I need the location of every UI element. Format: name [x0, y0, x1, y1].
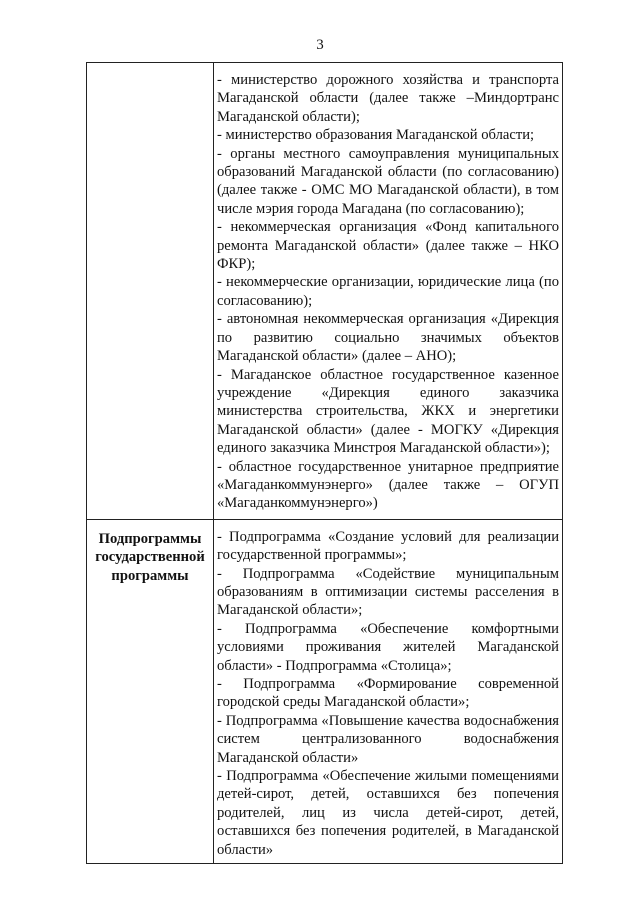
list-item: - органы местного самоуправления муниципальных образований Магаданской области (по согласованию) (далее также - ОМС МО Магаданской области), в том числе мэрия города Магадана (по согласованию); — [217, 145, 559, 217]
row-label: Подпрограммы государственной программы — [95, 530, 205, 584]
list-item: - автономная некоммерческая организация «Дирекция по развитию социально значимых объектов Магаданской области» (далее – АНО); — [217, 311, 559, 365]
row-content-cell — [214, 519, 563, 863]
list-item: - областное государственное унитарное предприятие «Магаданкоммунэнерго» (далее также – ОГУП «Магаданкоммунэнерго») — [217, 458, 559, 512]
table-row-participants — [87, 63, 563, 520]
list-item: - Подпрограмма «Обеспечение комфортными условиями проживания жителей Магаданской области» - Подпрограмма «Столица»; — [217, 620, 559, 674]
list-item: - Подпрограмма «Повышение качества водоснабжения систем централизованного водоснабжения Магаданской области» — [217, 712, 559, 766]
row-label-cell — [87, 519, 214, 863]
row-label-cell — [87, 63, 214, 520]
list-item: - Подпрограмма «Содействие муниципальным образованиям в оптимизации системы расселения в Магаданской области»; — [217, 565, 559, 619]
list-item: - министерство дорожного хозяйства и транспорта Магаданской области (далее также –Миндортранс Магаданской области); — [217, 72, 559, 125]
row-label — [87, 63, 213, 73]
list-item: - министерство образования Магаданской области; — [217, 127, 535, 144]
list-item: - Подпрограмма «Формирование современной городской среды Магаданской области»; — [217, 676, 559, 711]
list-item: - некоммерческая организация «Фонд капитального ремонта Магаданской области» (далее также – НКО ФКР); — [217, 219, 559, 273]
list-item: - Подпрограмма «Обеспечение жилыми помещениями детей-сирот, детей, оставшихся без попечения родителей, лиц из числа детей-сирот, детей, оставшихся без попечения родителей, в Магаданской области» — [217, 768, 559, 858]
program-passport-table — [86, 62, 563, 864]
table-row-subprograms — [87, 519, 563, 863]
list-item: - Магаданское областное государственное казенное учреждение «Дирекция единого заказчика министерства строительства, ЖКХ и энергетики Магаданской области» (далее - МОГКУ «Дирекция единого заказчика Минстроя Магаданской области»); — [217, 366, 559, 457]
list-item: - некоммерческие организации, юридические лица (по согласованию); — [217, 274, 559, 309]
page-number: 3 — [316, 37, 324, 53]
list-item: - Подпрограмма «Создание условий для реализации государственной программы»; — [217, 528, 559, 564]
row-content-cell — [214, 63, 563, 520]
